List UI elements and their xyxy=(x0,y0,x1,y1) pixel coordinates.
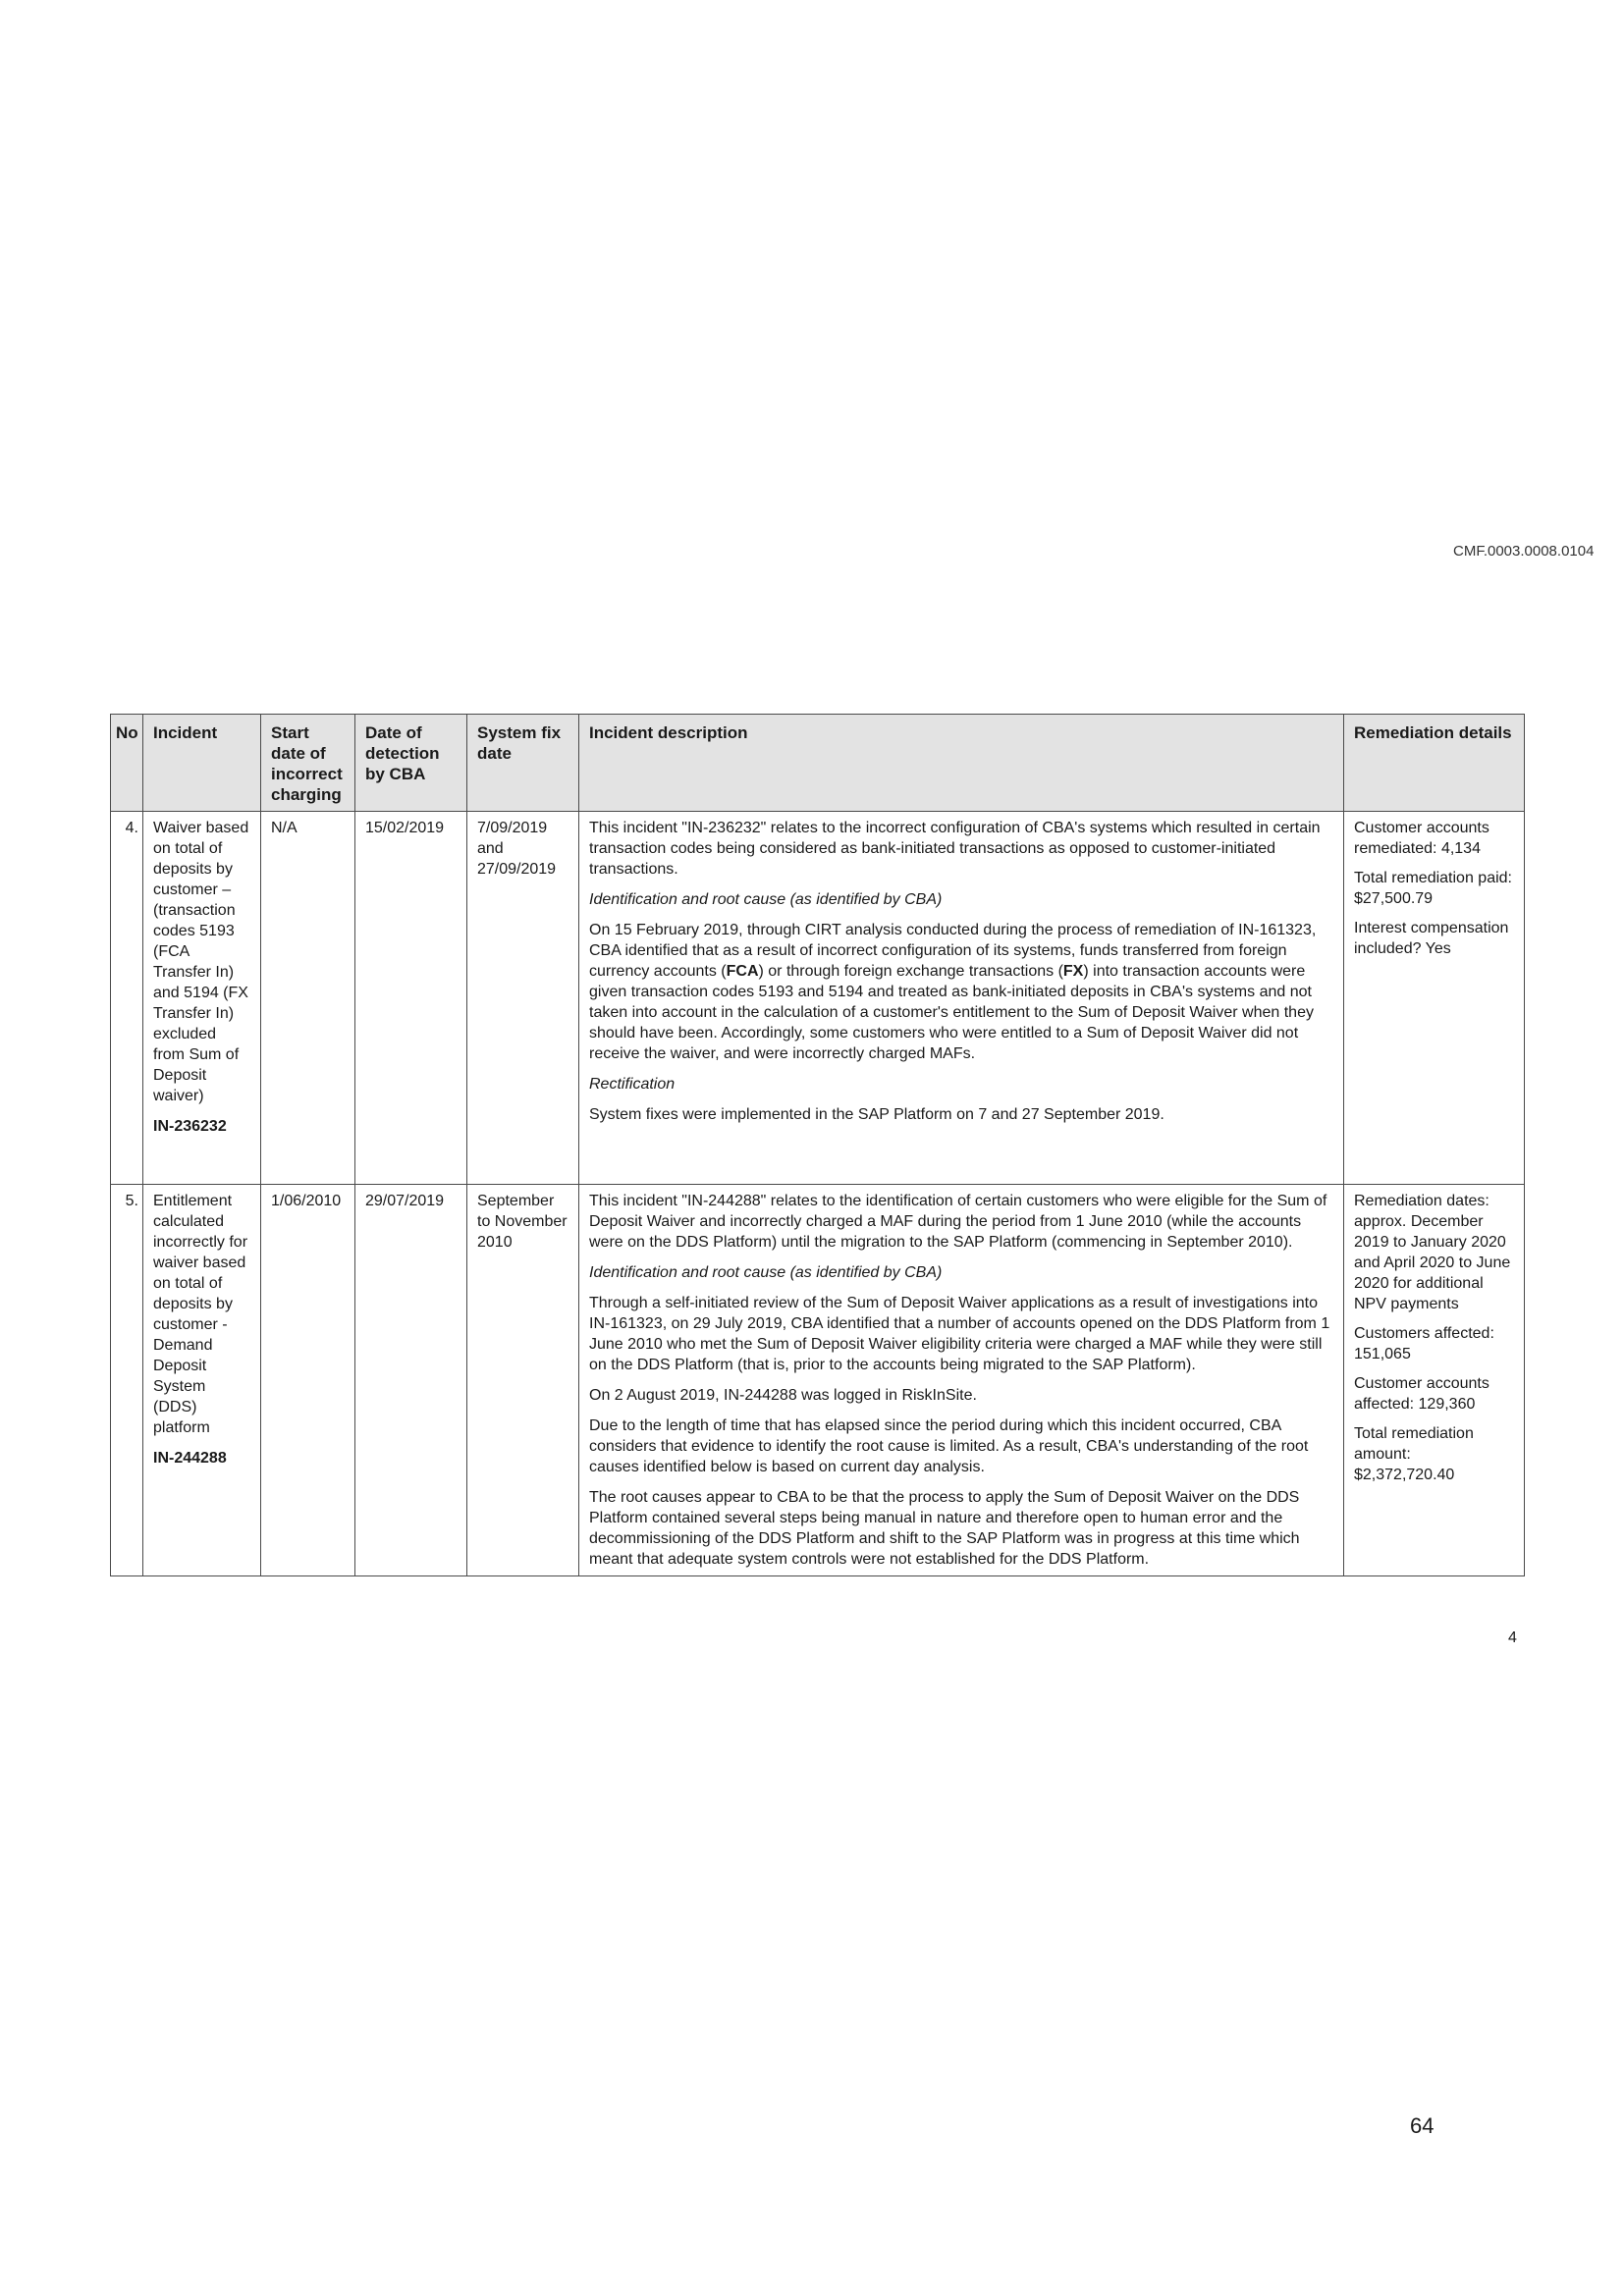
description-paragraph: On 15 February 2019, through CIRT analysis conducted during the process of remediation of IN-161323, CBA identified that as a result of incorrect configuration of its systems, funds transferred from foreign currency accounts (FCA) or through foreign exchange transactions (FX) into transaction accounts were given transaction codes 5193 and 5194 and treated as bank-initiated deposits in CBA's systems and not taken into account in the calculation of a customer's entitlement to the Sum of Deposit Waiver when they should have been. Accordingly, some customers who were entitled to a Sum of Deposit Waiver did not receive the waiver, and were incorrectly charged MAFs. xyxy=(589,922,1317,1062)
start-date-cell: 1/06/2010 xyxy=(261,1185,355,1576)
description-subheading: Identification and root cause (as identified by CBA) xyxy=(589,891,943,908)
remediation-item: Customer accounts affected: 129,360 xyxy=(1354,1375,1489,1413)
remediation-cell xyxy=(1344,1185,1525,1576)
detection-date-cell: 15/02/2019 xyxy=(355,812,467,1185)
remediation-item: Customer accounts remediated: 4,134 xyxy=(1354,820,1489,857)
incident-title: Entitlement calculated incorrectly for waiver based on total of deposits by customer - Demand Deposit System (DDS) platform xyxy=(153,1193,248,1436)
page-number: 64 xyxy=(1410,2113,1435,2138)
row-number: 5. xyxy=(111,1185,143,1576)
fix-date-cell: 7/09/2019 and 27/09/2019 xyxy=(467,812,579,1185)
remediation-item: Remediation dates: approx. December 2019 to January 2020 and April 2020 to June 2020 for additional NPV payments xyxy=(1354,1193,1511,1312)
incident-reference: IN-236232 xyxy=(153,1118,227,1135)
incident-reference: IN-244288 xyxy=(153,1450,227,1467)
description-paragraph: Through a self-initiated review of the Sum of Deposit Waiver applications as a result of investigations into IN-161323, on 29 July 2019, CBA identified that a number of accounts opened on the DDS Platform from 1 June 2010 who met the Sum of Deposit Waiver eligibility criteria were charged a MAF while they were still on the DDS Platform (that is, prior to the accounts being migrated to the SAP Platform). xyxy=(589,1295,1330,1373)
header-start-date: Start date of incorrect charging xyxy=(261,715,355,812)
description-cell xyxy=(579,1185,1344,1576)
fix-date-cell: September to November 2010 xyxy=(467,1185,579,1576)
table-row xyxy=(111,1185,1525,1576)
header-no: No xyxy=(111,715,143,812)
detection-date-cell: 29/07/2019 xyxy=(355,1185,467,1576)
remediation-item: Interest compensation included? Yes xyxy=(1354,920,1509,957)
incident-cell xyxy=(143,1185,261,1576)
description-paragraph: System fixes were implemented in the SAP Platform on 7 and 27 September 2019. xyxy=(589,1106,1164,1123)
header-description: Incident description xyxy=(579,715,1344,812)
remediation-item: Total remediation paid: $27,500.79 xyxy=(1354,870,1512,907)
header-fix-date: System fix date xyxy=(467,715,579,812)
start-date-cell: N/A xyxy=(261,812,355,1185)
incident-table xyxy=(110,714,1525,1576)
remediation-item: Total remediation amount: $2,372,720.40 xyxy=(1354,1425,1474,1483)
header-remediation: Remediation details xyxy=(1344,715,1525,812)
description-cell xyxy=(579,812,1344,1185)
remediation-cell xyxy=(1344,812,1525,1185)
header-detection-date: Date of detection by CBA xyxy=(355,715,467,812)
description-paragraph: This incident "IN-236232" relates to the incorrect configuration of CBA's systems which resulted in certain transaction codes being considered as bank-initiated transactions as opposed to customer-initiated transactions. xyxy=(589,820,1321,878)
header-incident: Incident xyxy=(143,715,261,812)
description-paragraph: The root causes appear to CBA to be that the process to apply the Sum of Deposit Waiver on the DDS Platform contained several steps being manual in nature and therefore open to human error and the decommissioning of the DDS Platform and shift to the SAP Platform was in progress at this time which meant that adequate system controls were not established for the DDS Platform. xyxy=(589,1489,1300,1568)
remediation-item: Customers affected: 151,065 xyxy=(1354,1325,1494,1362)
row-number: 4. xyxy=(111,812,143,1185)
incident-cell xyxy=(143,812,261,1185)
table-page-number: 4 xyxy=(1508,1629,1517,1646)
table-row xyxy=(111,812,1525,1185)
description-paragraph: On 2 August 2019, IN-244288 was logged in RiskInSite. xyxy=(589,1387,977,1404)
description-subheading: Rectification xyxy=(589,1076,676,1093)
document-id: CMF.0003.0008.0104 xyxy=(1453,543,1595,560)
description-paragraph: Due to the length of time that has elapsed since the period during which this incident occurred, CBA considers that evidence to identify the root cause is limited. As a result, CBA's understanding of the root causes identified below is based on current day analysis. xyxy=(589,1417,1309,1475)
table-header-row xyxy=(111,715,1525,812)
description-paragraph: This incident "IN-244288" relates to the identification of certain customers who were eligible for the Sum of Deposit Waiver and incorrectly charged a MAF during the period from 1 June 2010 (while the accounts were on the DDS Platform) until the migration to the SAP Platform (commencing in September 2010). xyxy=(589,1193,1327,1251)
description-subheading: Identification and root cause (as identified by CBA) xyxy=(589,1264,943,1281)
incident-title: Waiver based on total of deposits by customer – (transaction codes 5193 (FCA Transfer In) and 5194 (FX Transfer In) excluded from Sum of Deposit waiver) xyxy=(153,820,249,1104)
